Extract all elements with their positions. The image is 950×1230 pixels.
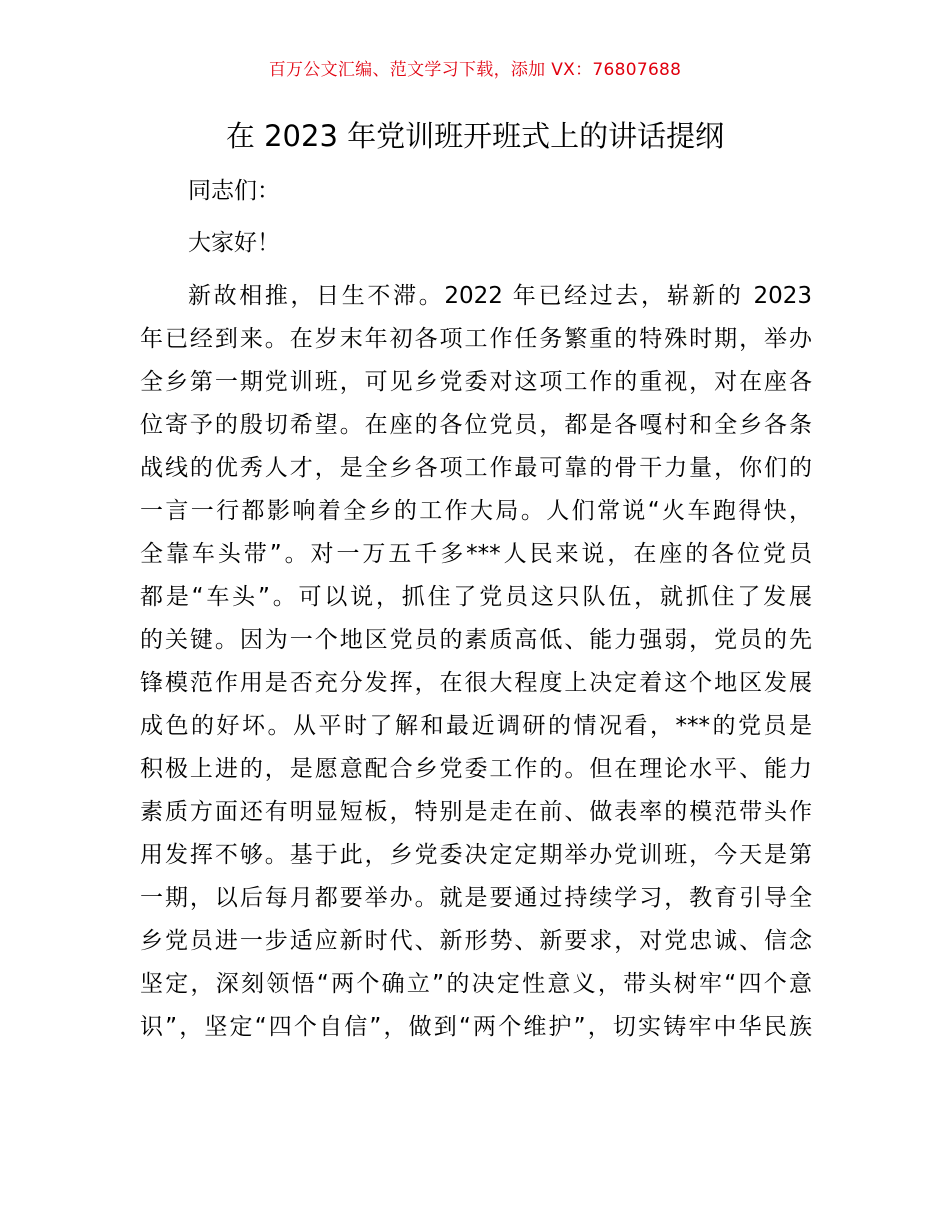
paragraph-line: 年已经到来。在岁末年初各项工作任务繁重的特殊时期，举办 bbox=[140, 326, 812, 352]
paragraph-line: 一期，以后每月都要举办。就是要通过持续学习，教育引导全 bbox=[140, 885, 812, 911]
greeting: 大家好！ bbox=[188, 230, 280, 256]
paragraph-line: 坚定，深刻领悟“两个确立”的决定性意义，带头树牢“四个意 bbox=[140, 971, 812, 997]
paragraph-line: 积极上进的，是愿意配合乡党委工作的。但在理论水平、能力 bbox=[140, 756, 812, 782]
paragraph-line: 用发挥不够。基于此，乡党委决定定期举办党训班，今天是第 bbox=[140, 842, 812, 868]
paragraph-line: 都是“车头”。可以说，抓住了党员这只队伍，就抓住了发展 bbox=[140, 584, 812, 610]
paragraph-line: 一言一行都影响着全乡的工作大局。人们常说“火车跑得快， bbox=[140, 498, 812, 524]
paragraph-line: 全乡第一期党训班，可见乡党委对这项工作的重视，对在座各 bbox=[140, 369, 812, 395]
paragraph-line: 锋模范作用是否充分发挥，在很大程度上决定着这个地区发展 bbox=[140, 670, 812, 696]
paragraph-line: 全靠车头带”。对一万五千多***人民来说，在座的各位党员 bbox=[140, 541, 812, 567]
paragraph-line: 位寄予的殷切希望。在座的各位党员，都是各嘎村和全乡各条 bbox=[140, 412, 812, 438]
paragraph-line: 成色的好坏。从平时了解和最近调研的情况看，***的党员是 bbox=[140, 713, 812, 739]
paragraph-line: 素质方面还有明显短板，特别是走在前、做表率的模范带头作 bbox=[140, 799, 812, 825]
paragraph-line: 的关键。因为一个地区党员的素质高低、能力强弱，党员的先 bbox=[140, 627, 812, 653]
document-title: 在 2023 年党训班开班式上的讲话提纲 bbox=[225, 119, 725, 153]
salutation: 同志们： bbox=[188, 178, 280, 204]
paragraph-line: 识”，坚定“四个自信”，做到“两个维护”，切实铸牢中华民族 bbox=[140, 1014, 812, 1040]
main-paragraph bbox=[140, 275, 812, 1049]
paragraph-line: 新故相推，日生不滞。2022 年已经过去，崭新的 2023 bbox=[188, 283, 812, 309]
header-watermark-note: 百万公文汇编、范文学习下载，添加 VX：76807688 bbox=[268, 60, 682, 80]
paragraph-line: 乡党员进一步适应新时代、新形势、新要求，对党忠诚、信念 bbox=[140, 928, 812, 954]
paragraph-line: 战线的优秀人才，是全乡各项工作最可靠的骨干力量，你们的 bbox=[140, 455, 812, 481]
